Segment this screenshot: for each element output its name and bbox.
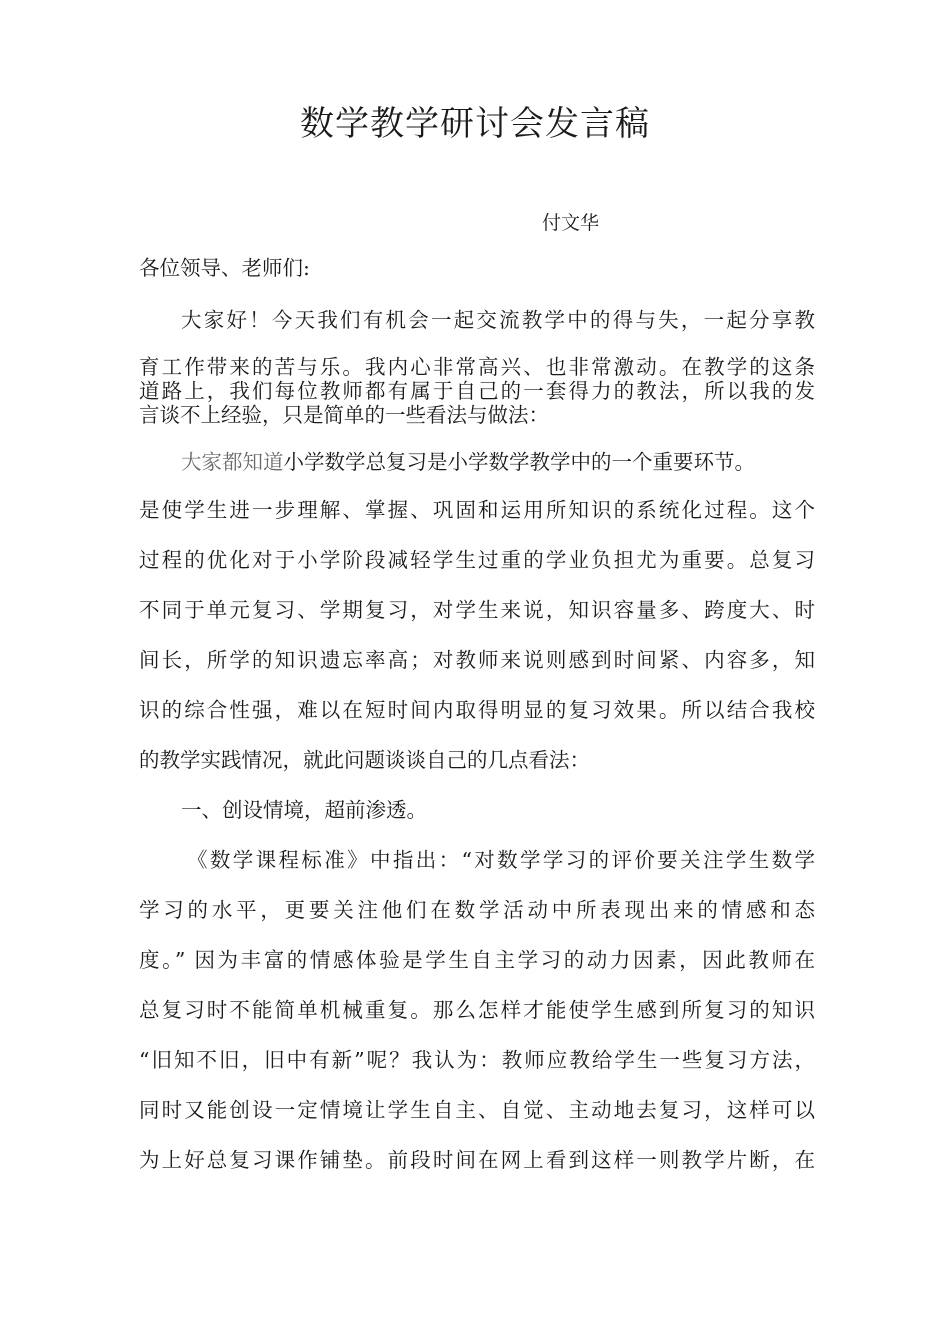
paragraph-line: 同时又能创设一定情境让学生自主、自觉、主动地去复习，这样可以 [139,1098,815,1122]
paragraph-line: 大家好！今天我们有机会一起交流教学中的得与失，一起分享教 [181,308,815,332]
section-heading: 一、创设情境，超前渗透。 [181,798,427,822]
paragraph-line: 学习的水平，更要关注他们在数学活动中所表现出来的情感和态 [139,898,815,922]
paragraph-line: 过程的优化对于小学阶段减轻学生过重的学业负担尤为重要。总复习 [139,548,815,572]
paragraph-line: 为上好总复习课作铺垫。前段时间在网上看到这样一则教学片断，在 [139,1148,815,1172]
paragraph-line: 间长，所学的知识遗忘率高；对教师来说则感到时间紧、内容多，知 [139,648,815,672]
paragraph-line [181,452,755,473]
paragraph-line: 的教学实践情况，就此问题谈谈自己的几点看法： [139,748,590,772]
paragraph-line: 总复习时不能简单机械重复。那么怎样才能使学生感到所复习的知识 [139,998,815,1022]
highlighted-phrase: 大家都知道 [181,450,284,474]
paragraph-line: 育工作带来的苦与乐。我内心非常高兴、也非常激动。在教学的这条 [139,355,815,379]
paragraph-line: 《数学课程标准》中指出：“对数学学习的评价要关注学生数学 [187,848,815,872]
paragraph-line: 不同于单元复习、学期复习，对学生来说，知识容量多、跨度大、时 [139,598,815,622]
paragraph-line: 言谈不上经验，只是简单的一些看法与做法： [139,403,549,427]
paragraph-line: 识的综合性强，难以在短时间内取得明显的复习效果。所以结合我校 [139,698,815,722]
paragraph-line: “旧知不旧，旧中有新”呢？我认为：教师应教给学生一些复习方法， [139,1048,815,1072]
paragraph-line: 是使学生进一步理解、掌握、巩固和运用所知识的系统化过程。这个 [139,498,815,522]
paragraph-line: 道路上，我们每位教师都有属于自己的一套得力的教法，所以我的发 [139,379,815,403]
paragraph-line: 度。” 因为丰富的情感体验是学生自主学习的动力因素，因此教师在 [139,948,815,972]
author-name: 付文华 [542,212,600,234]
document-title: 数学教学研讨会发言稿 [300,104,650,144]
salutation: 各位领导、老师们: [139,256,310,280]
paragraph-line-rest: 小学数学总复习是小学数学教学中的一个重要环节。 [283,450,755,474]
